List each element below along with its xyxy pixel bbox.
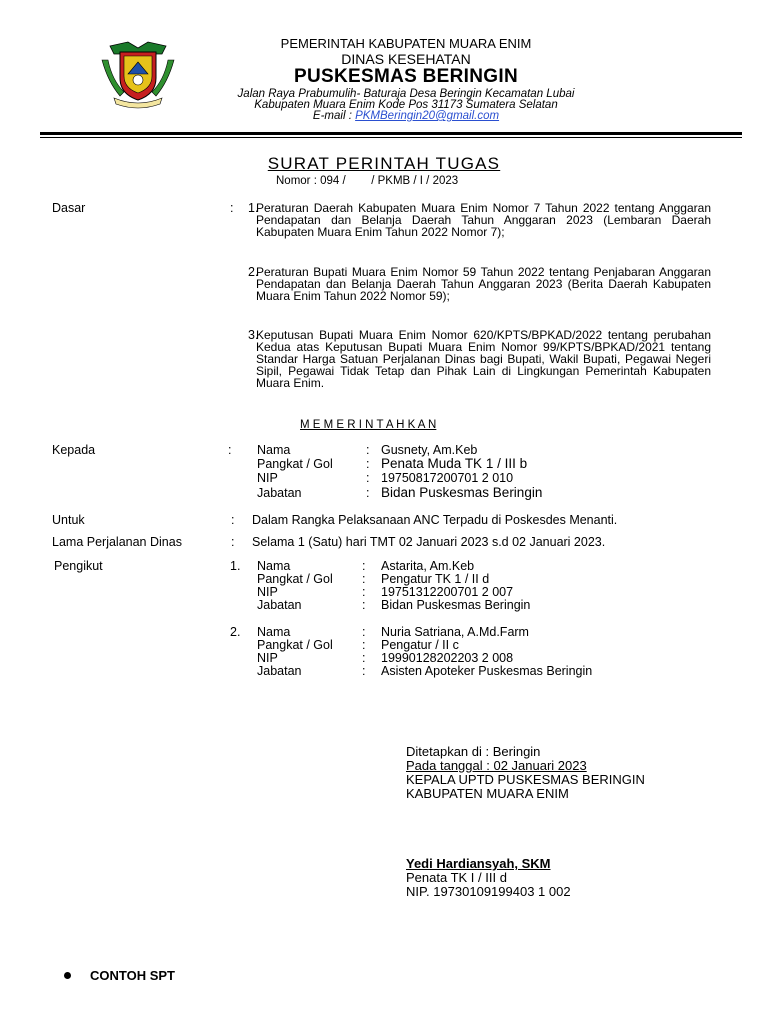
kepada-field-value: 19750817200701 2 010 bbox=[381, 471, 514, 485]
pengikut-field-colon: : bbox=[362, 664, 366, 678]
pengikut-field-colon: : bbox=[362, 572, 366, 586]
pengikut-field-value: 19990128202203 2 008 bbox=[381, 651, 514, 665]
kepada-field-colon: : bbox=[366, 457, 370, 471]
dasar-item-number: 2. bbox=[248, 265, 259, 279]
pengikut-field-label: Nama bbox=[257, 559, 291, 573]
header-address-line1: Jalan Raya Prabumulih- Baturaja Desa Beringin Kecamatan Lubai bbox=[237, 88, 575, 100]
header-email-line bbox=[0, 110, 768, 123]
pengikut-number: 2. bbox=[230, 625, 241, 639]
signature-position-line2: KABUPATEN MUARA ENIM bbox=[406, 786, 569, 801]
kepada-colon: : bbox=[228, 443, 232, 457]
bullet-icon bbox=[64, 972, 71, 979]
pengikut-field-colon: : bbox=[362, 638, 366, 652]
pengikut-label: Pengikut bbox=[54, 559, 103, 573]
pengikut-field-label: Pangkat / Gol bbox=[257, 572, 333, 586]
dasar-item-number: 1. bbox=[248, 201, 259, 215]
pengikut-field-value: Nuria Satriana, A.Md.Farm bbox=[381, 625, 529, 639]
signatory-rank: Penata TK I / III d bbox=[406, 870, 507, 885]
pengikut-field-label: Pangkat / Gol bbox=[257, 638, 333, 652]
dasar-colon: : bbox=[230, 201, 234, 215]
memerintahkan-heading: M E M E R I N T A H K A N bbox=[300, 419, 437, 431]
kepada-field-label: Pangkat / Gol bbox=[257, 457, 333, 471]
kepada-label: Kepada bbox=[52, 443, 96, 457]
lama-perjalanan-label: Lama Perjalanan Dinas bbox=[52, 535, 182, 549]
kepada-field-colon: : bbox=[366, 443, 370, 457]
dasar-item-number: 3. bbox=[248, 328, 259, 342]
letter-title: SURAT PERINTAH TUGAS bbox=[267, 154, 501, 173]
lama-perjalanan-value: Selama 1 (Satu) hari TMT 02 Januari 2023 s.d 02 Januari 2023. bbox=[252, 535, 606, 549]
kepada-field-colon: : bbox=[366, 471, 370, 485]
dasar-item-text: Peraturan Daerah Kabupaten Muara Enim Nomor 7 Tahun 2022 tentang Anggaran Pendapatan dan Belanja Daerah Tahun Anggaran 2023 (Lembaran Daerah Kabupaten Muara Enim Tahun 2022 Nomor 7); bbox=[256, 201, 711, 239]
pengikut-field-colon: : bbox=[362, 559, 366, 573]
untuk-colon: : bbox=[231, 513, 235, 527]
signature-position-line1: KEPALA UPTD PUSKESMAS BERINGIN bbox=[406, 772, 645, 787]
pengikut-field-label: Nama bbox=[257, 625, 291, 639]
lama-perjalanan-colon: : bbox=[231, 535, 235, 549]
header-address-line2: Kabupaten Muara Enim Kode Pos 31173 Sumatera Selatan bbox=[254, 99, 558, 111]
kepada-field-value: Bidan Puskesmas Beringin bbox=[381, 485, 543, 500]
footer-caption: CONTOH SPT bbox=[90, 968, 175, 983]
dasar-item-text: Peraturan Bupati Muara Enim Nomor 59 Tahun 2022 tentang Penjabaran Anggaran Pendapatan dan Belanja Daerah Tahun Anggaran 2023 (Berita Daerah Kabupaten Muara Enim Tahun 2022 Nomor 59); bbox=[256, 265, 711, 303]
pengikut-field-label: Jabatan bbox=[257, 664, 302, 678]
email-link[interactable]: PKMBeringin20@gmail.com bbox=[355, 110, 500, 122]
header-department: DINAS KESEHATAN bbox=[341, 51, 471, 67]
kepada-field-colon: : bbox=[366, 486, 370, 500]
pengikut-field-value: Pengatur / II c bbox=[381, 638, 459, 652]
pengikut-field-colon: : bbox=[362, 585, 366, 599]
letter-number: Nomor : 094 / / PKMB / I / 2023 bbox=[276, 175, 459, 187]
signatory-name: Yedi Hardiansyah, SKM bbox=[406, 856, 551, 871]
signature-place: Ditetapkan di : Beringin bbox=[406, 744, 541, 759]
untuk-value: Dalam Rangka Pelaksanaan ANC Terpadu di Poskesdes Menanti. bbox=[252, 513, 618, 527]
dasar-item-text: Keputusan Bupati Muara Enim Nomor 620/KPTS/BPKAD/2022 tentang perubahan Kedua atas Keputusan Bupati Muara Enim Nomor 99/KPTS/BPKAD/2021 tentang Standar Harga Satuan Perjalanan Dinas bagi Bupati, Wakil Bupati, Pegawai Negeri Sipil, Pegawai Tidak Tetap dan Pihak Lain di Lingkungan Pemerintah Kabupaten Muara Enim. bbox=[256, 328, 711, 390]
header-rule-thick bbox=[40, 132, 742, 135]
pengikut-field-colon: : bbox=[362, 625, 366, 639]
pengikut-field-label: Jabatan bbox=[257, 598, 302, 612]
kepada-field-label: Jabatan bbox=[257, 486, 302, 500]
header-government: PEMERINTAH KABUPATEN MUARA ENIM bbox=[280, 36, 532, 51]
kepada-field-label: NIP bbox=[257, 471, 278, 485]
pengikut-field-label: NIP bbox=[257, 651, 278, 665]
pengikut-field-value: Astarita, Am.Keb bbox=[381, 559, 475, 573]
header-rule-thin bbox=[40, 137, 742, 138]
kepada-field-label: Nama bbox=[257, 443, 291, 457]
signatory-nip: NIP. 19730109199403 1 002 bbox=[406, 884, 571, 899]
email-label: E-mail : bbox=[312, 110, 356, 122]
pengikut-number: 1. bbox=[230, 559, 241, 573]
pengikut-field-colon: : bbox=[362, 598, 366, 612]
signature-date: Pada tanggal : 02 Januari 2023 bbox=[406, 758, 587, 773]
dasar-label: Dasar bbox=[52, 201, 86, 215]
pengikut-field-colon: : bbox=[362, 651, 366, 665]
pengikut-field-value: Bidan Puskesmas Beringin bbox=[381, 598, 531, 612]
kepada-field-value: Gusnety, Am.Keb bbox=[381, 443, 478, 457]
pengikut-field-value: Asisten Apoteker Puskesmas Beringin bbox=[381, 664, 593, 678]
untuk-label: Untuk bbox=[52, 513, 85, 527]
pengikut-field-label: NIP bbox=[257, 585, 278, 599]
pengikut-field-value: Pengatur TK 1 / II d bbox=[381, 572, 490, 586]
pengikut-field-value: 19751312200701 2 007 bbox=[381, 585, 514, 599]
kepada-field-value: Penata Muda TK 1 / III b bbox=[381, 456, 528, 471]
header-puskesmas: PUSKESMAS BERINGIN bbox=[294, 66, 518, 87]
